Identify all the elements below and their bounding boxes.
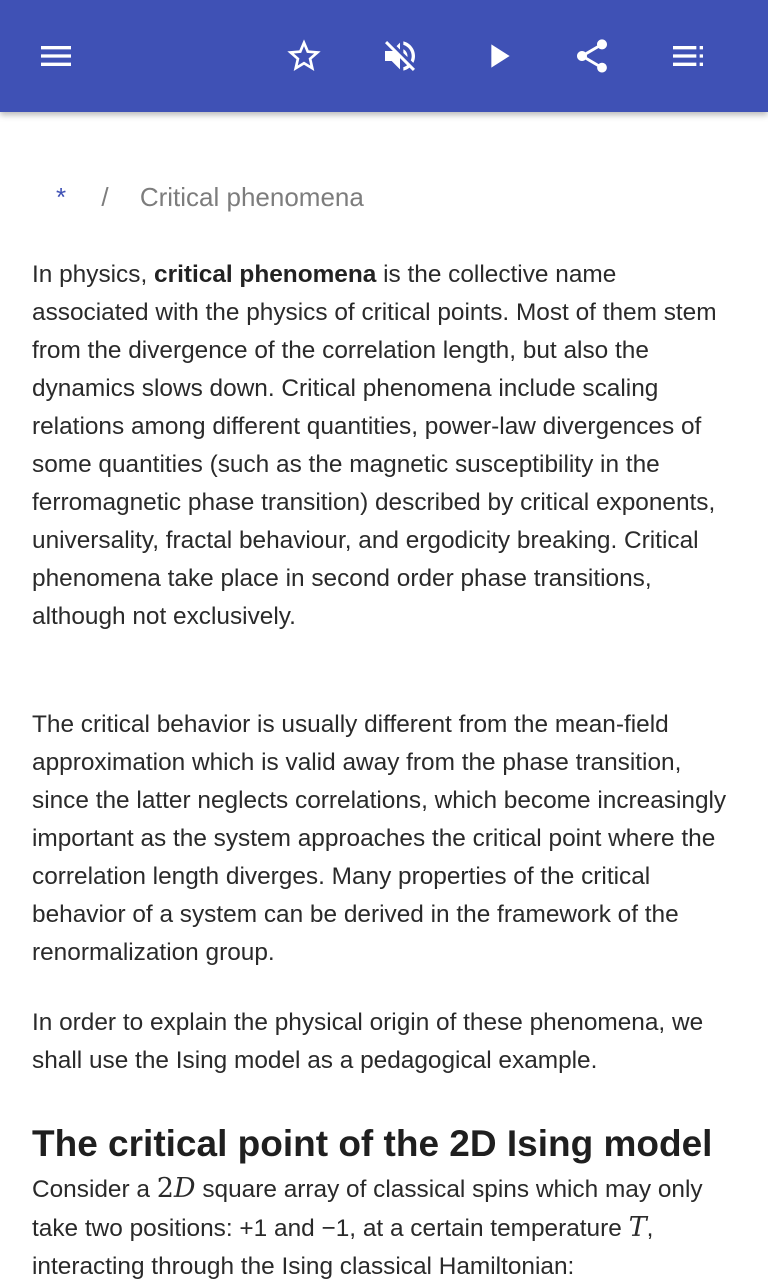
math-temperature: T <box>628 1212 647 1243</box>
paragraph-ising-intro: In order to explain the physical origin of these phenomena, we shall use the Ising model as a pedagogical example. <box>32 1009 704 1074</box>
breadcrumb-current: Critical phenomena <box>139 182 364 212</box>
app-toolbar <box>0 0 768 112</box>
paragraph-text: is the collective name associated with the physics of critical points. Most of them stem from the divergence of the correlation length, but also the dynamics slows down. Critical phenomena include scaling relations among different quantities, power-law divergences of some quantities (such as the magnetic susceptibility in the ferromagnetic phase transition) described by critical exponents, universality, fractal behaviour, and ergodicity breaking. Critical phenomena take place in second order phase transitions, although not exclusively. <box>32 261 717 630</box>
share-button[interactable] <box>564 28 620 84</box>
playlist-button[interactable] <box>660 28 716 84</box>
breadcrumb-home-link[interactable]: * <box>56 182 67 212</box>
breadcrumb <box>56 182 364 213</box>
volume-off-icon <box>380 36 420 76</box>
play-button[interactable] <box>470 28 526 84</box>
bold-term: critical phenomena <box>154 261 377 288</box>
paragraph-text: square array of classical spins which may only take two positions: +1 and −1, at a certain temperature <box>32 1176 703 1242</box>
paragraph-intro <box>32 256 732 636</box>
math-number: 2 <box>156 1173 174 1204</box>
menu-icon <box>36 36 76 76</box>
paragraph-square-array <box>32 1170 732 1286</box>
math-2d <box>157 1173 196 1204</box>
breadcrumb-separator: / <box>101 182 109 212</box>
menu-button[interactable] <box>28 28 84 84</box>
mute-button[interactable] <box>372 28 428 84</box>
playlist-icon <box>668 36 708 76</box>
share-icon <box>572 36 612 76</box>
paragraph-text: , interacting through the Ising classical Hamiltonian: <box>32 1215 654 1280</box>
play-icon <box>478 36 518 76</box>
bookmark-button[interactable] <box>276 28 332 84</box>
math-variable: D <box>173 1173 196 1204</box>
section-heading: The critical point of the 2D Ising model <box>32 1123 713 1164</box>
star-outline-icon <box>284 36 324 76</box>
paragraph-text: Consider a <box>32 1176 157 1203</box>
paragraph-critical-behavior: The critical behavior is usually different from the mean-field approximation which is valid away from the phase transition, since the latter neglects correlations, which become increasingly important as the system approaches the critical point where the correlation length diverges. Many properties of the critical behavior of a system can be derived in the framework of the renormalization group. <box>32 711 727 966</box>
paragraph-text: In physics, <box>32 261 155 288</box>
